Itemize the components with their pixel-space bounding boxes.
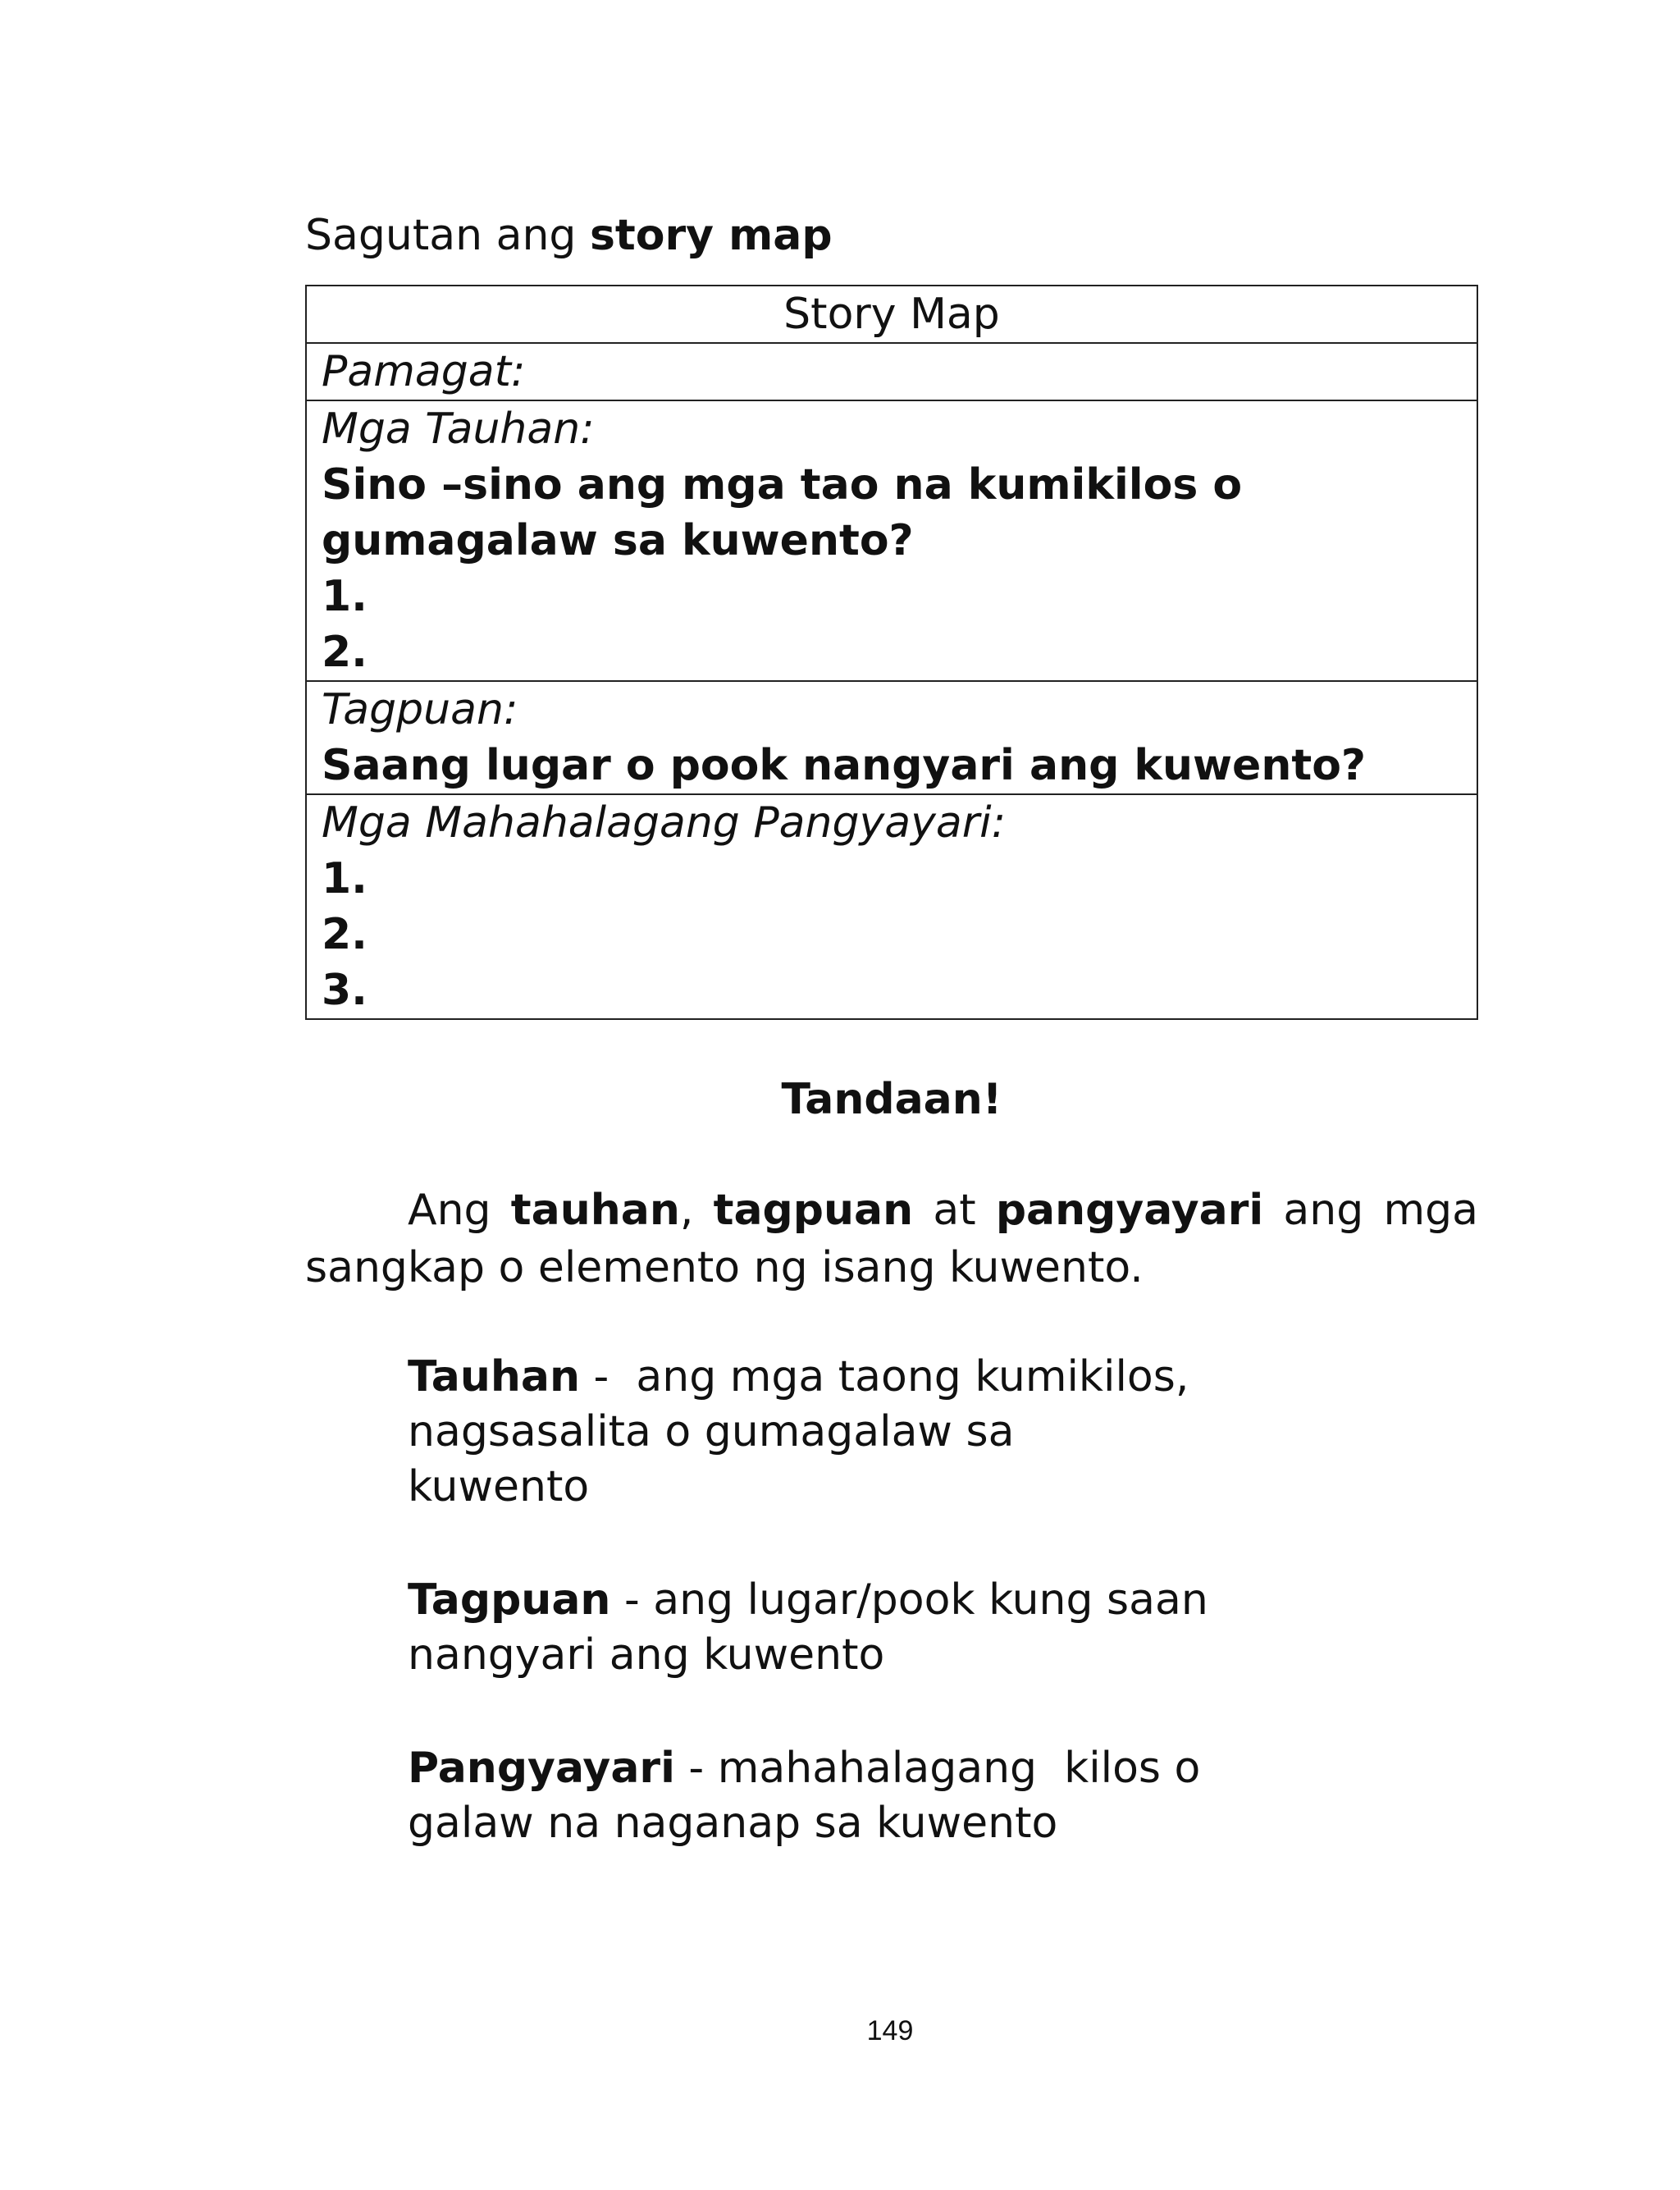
- definition-tagpuan-term: Tagpuan: [408, 1575, 611, 1625]
- para-term-tauhan: tauhan: [510, 1186, 680, 1235]
- definition-tauhan: [408, 1350, 1228, 1515]
- definition-tagpuan-line1: [408, 1573, 1228, 1628]
- tauhan-item-1: 1.: [322, 572, 368, 621]
- pangyayari-cell[interactable]: [306, 794, 1477, 1019]
- tagpuan-row: [306, 681, 1477, 794]
- tagpuan-question: Saang lugar o pook nangyari ang kuwento?: [322, 741, 1367, 790]
- tauhan-row: [306, 400, 1477, 681]
- tandaan-paragraph: [305, 1182, 1478, 1296]
- definition-tauhan-line2: nagsasalita o gumagalaw sa: [408, 1407, 1015, 1456]
- pamagat-label: Pamagat:: [322, 347, 526, 396]
- tagpuan-label: Tagpuan:: [322, 685, 518, 734]
- pamagat-row: [306, 343, 1477, 400]
- definition-tauhan-term: Tauhan: [408, 1352, 581, 1401]
- intro-instruction: [305, 207, 833, 264]
- definition-pangyayari-line1: [408, 1741, 1228, 1796]
- definition-tagpuan-line2: nangyari ang kuwento: [408, 1630, 885, 1680]
- tagpuan-cell[interactable]: [306, 681, 1477, 794]
- para-comma: ,: [679, 1186, 714, 1235]
- para-term-tagpuan: tagpuan: [713, 1186, 914, 1235]
- pangyayari-item-1: 1.: [322, 854, 368, 903]
- pangyayari-label: Mga Mahahalagang Pangyayari:: [322, 798, 1007, 848]
- definition-pangyayari: [408, 1741, 1228, 1851]
- pamagat-cell[interactable]: [306, 343, 1477, 400]
- intro-prefix: Sagutan ang: [305, 211, 590, 260]
- para-ang: Ang: [408, 1186, 511, 1235]
- pangyayari-row: [306, 794, 1477, 1019]
- tauhan-question: Sino –sino ang mga tao na kumikilos o gumagalaw sa kuwento?: [322, 460, 1243, 565]
- page-number: 149: [866, 2015, 914, 2046]
- para-at: at: [913, 1186, 996, 1235]
- definition-pangyayari-line2: galaw na naganap sa kuwento: [408, 1799, 1058, 1848]
- story-map-header: Story Map: [306, 286, 1477, 343]
- definition-tagpuan: [408, 1573, 1228, 1683]
- definition-tauhan-text1: - ang mga taong kumikilos,: [580, 1352, 1189, 1401]
- tandaan-heading: Tandaan!: [781, 1075, 1002, 1124]
- tauhan-cell[interactable]: [306, 400, 1477, 681]
- definition-pangyayari-text1: - mahahalagang kilos o: [674, 1744, 1201, 1793]
- para-term-pangyayari: pangyayari: [995, 1186, 1264, 1235]
- tauhan-label: Mga Tauhan:: [322, 405, 595, 454]
- definition-tagpuan-text1: - ang lugar/pook kung saan: [610, 1575, 1208, 1625]
- definition-pangyayari-term: Pangyayari: [408, 1744, 675, 1793]
- definition-tauhan-line3: kuwento: [408, 1462, 590, 1511]
- pangyayari-item-2: 2.: [322, 910, 368, 959]
- tauhan-item-2: 2.: [322, 628, 368, 677]
- story-map-table: [305, 285, 1478, 1020]
- intro-bold-term: story map: [589, 211, 833, 260]
- story-map-header-row: [306, 286, 1477, 343]
- para-rest: ang mga sangkap o elemento ng isang kuwento.: [305, 1186, 1478, 1292]
- definition-tauhan-line1: [408, 1350, 1228, 1405]
- pangyayari-item-3: 3.: [322, 966, 368, 1015]
